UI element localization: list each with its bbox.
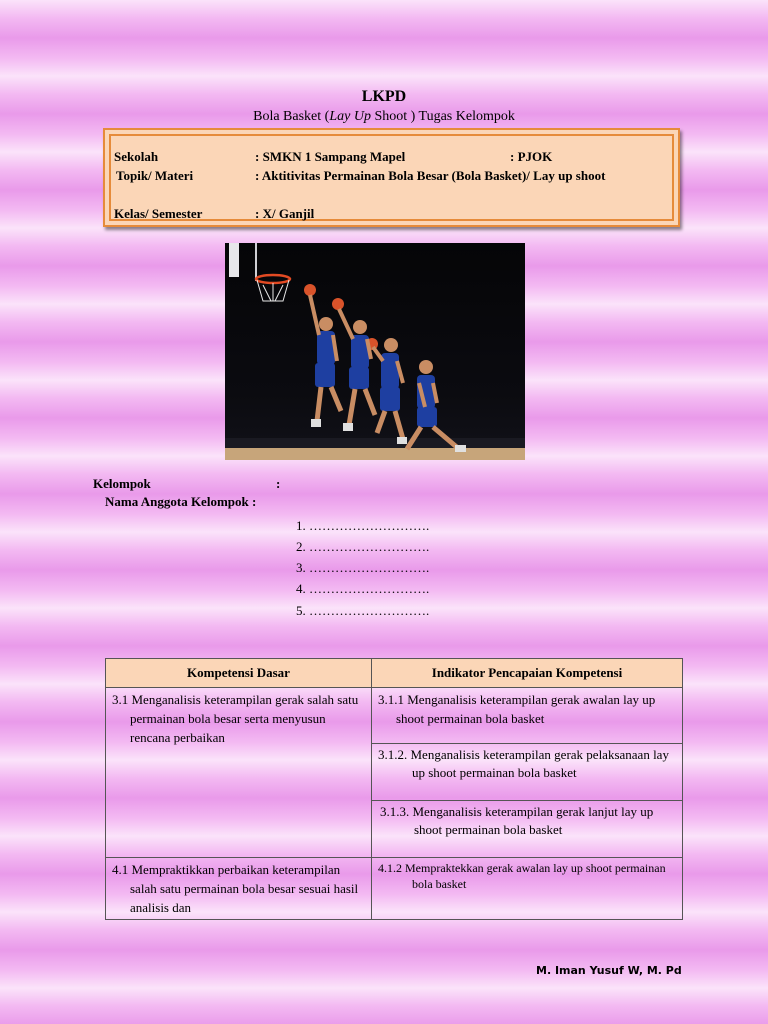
layup-photo xyxy=(225,243,525,460)
sekolah-label: Sekolah xyxy=(114,149,159,164)
sekolah-value: : SMKN 1 Sampang Mapel xyxy=(255,149,406,164)
kd-cell-4-1: 4.1 Mempraktikkan perbaikan keterampilan salah satu permainan bola besar sesuai hasil analisis dan xyxy=(106,858,372,920)
ipk-cell-3-1-2: 3.1.2. Menganalisis keterampilan gerak pelaksanaan lay up shoot permainan bola basket xyxy=(372,744,683,801)
topik-value: : Aktitivitas Permainan Bola Besar (Bola Basket)/ Lay up shoot xyxy=(255,168,606,183)
kd-cell-3-1: 3.1 Menganalisis keterampilan gerak salah satu permainan bola besar serta menyusun rencana perbaikan xyxy=(106,688,372,858)
hoop-rim-shape xyxy=(256,275,290,283)
author-signature: M. Iman Yusuf W, M. Pd xyxy=(536,964,682,977)
kelas-value: : X/ Ganjil xyxy=(255,206,315,221)
anggota-label: Nama Anggota Kelompok : xyxy=(105,494,257,509)
ipk-cell-4-1-2: 4.1.2 Mempraktekkan gerak awalan lay up shoot permainan bola basket xyxy=(372,858,683,920)
kelas-label: Kelas/ Semester xyxy=(114,206,203,221)
topik-label: Topik/ Materi xyxy=(116,168,194,183)
member-line-4: 4. ………………………. xyxy=(296,581,430,596)
member-line-3: 3. ………………………. xyxy=(296,560,430,575)
document-subtitle: Bola Basket (Lay Up Shoot ) Tugas Kelompok xyxy=(253,109,515,124)
header-kompetensi-dasar: Kompetensi Dasar xyxy=(106,659,372,688)
kelompok-label: Kelompok xyxy=(93,476,151,491)
layup-sequence-illustration xyxy=(225,243,525,460)
mapel-value: : PJOK xyxy=(510,149,553,164)
document-title: LKPD xyxy=(361,88,407,105)
competency-table xyxy=(105,658,683,920)
header-indikator: Indikator Pencapaian Kompetensi xyxy=(372,659,683,688)
member-line-1: 1. ………………………. xyxy=(296,518,430,533)
kelompok-colon: : xyxy=(276,476,281,491)
member-line-5: 5. ………………………. xyxy=(296,603,430,618)
ipk-cell-3-1-3: 3.1.3. Menganalisis keterampilan gerak lanjut lay up shoot permainan bola basket xyxy=(372,801,683,858)
info-box xyxy=(103,128,680,227)
backboard-shape xyxy=(229,243,239,277)
ipk-cell-3-1-1: 3.1.1 Menganalisis keterampilan gerak awalan lay up shoot permainan bola basket xyxy=(372,688,683,744)
member-line-2: 2. ………………………. xyxy=(296,539,430,554)
